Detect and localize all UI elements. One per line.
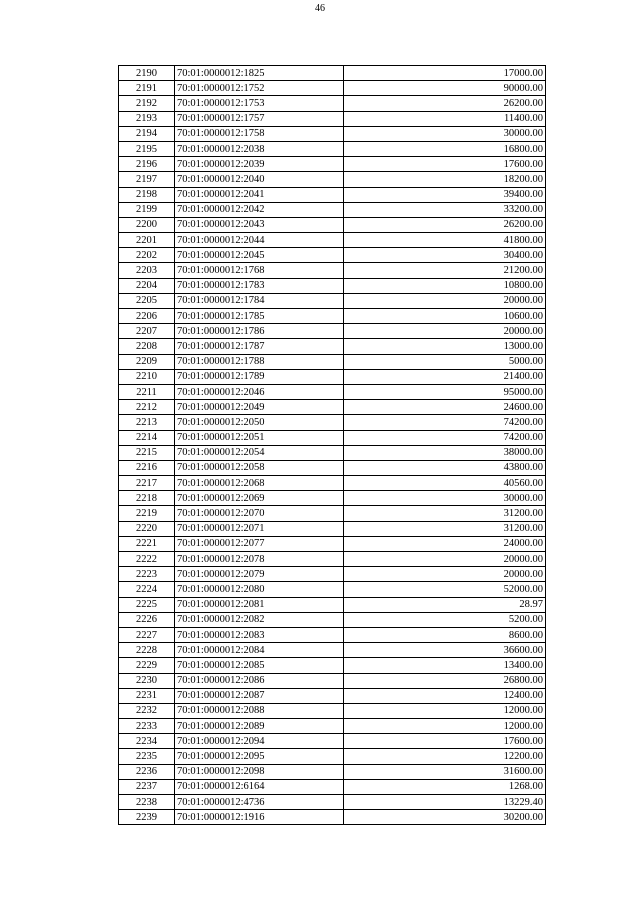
value-cell: 52000.00 — [344, 582, 546, 597]
cadastral-number-cell: 70:01:0000012:2049 — [175, 400, 344, 415]
row-number-cell: 2227 — [119, 627, 175, 642]
row-number-cell: 2211 — [119, 384, 175, 399]
cadastral-number-cell: 70:01:0000012:1787 — [175, 339, 344, 354]
value-cell: 20000.00 — [344, 293, 546, 308]
row-number-cell: 2212 — [119, 400, 175, 415]
row-number-cell: 2221 — [119, 536, 175, 551]
cadastral-number-cell: 70:01:0000012:2070 — [175, 506, 344, 521]
table-row — [119, 278, 546, 293]
value-cell: 8600.00 — [344, 627, 546, 642]
row-number-cell: 2196 — [119, 157, 175, 172]
value-cell: 12200.00 — [344, 749, 546, 764]
table-row — [119, 734, 546, 749]
row-number-cell: 2210 — [119, 369, 175, 384]
table-row — [119, 111, 546, 126]
cadastral-number-cell: 70:01:0000012:1788 — [175, 354, 344, 369]
row-number-cell: 2232 — [119, 703, 175, 718]
row-number-cell: 2230 — [119, 673, 175, 688]
value-cell: 26200.00 — [344, 96, 546, 111]
value-cell: 33200.00 — [344, 202, 546, 217]
row-number-cell: 2234 — [119, 734, 175, 749]
row-number-cell: 2209 — [119, 354, 175, 369]
table-row — [119, 263, 546, 278]
row-number-cell: 2235 — [119, 749, 175, 764]
value-cell: 30000.00 — [344, 126, 546, 141]
value-cell: 41800.00 — [344, 233, 546, 248]
table-row — [119, 491, 546, 506]
cadastral-number-cell: 70:01:0000012:2095 — [175, 749, 344, 764]
value-cell: 43800.00 — [344, 460, 546, 475]
row-number-cell: 2208 — [119, 339, 175, 354]
value-cell: 26800.00 — [344, 673, 546, 688]
table-row — [119, 597, 546, 612]
value-cell: 5200.00 — [344, 612, 546, 627]
value-cell: 20000.00 — [344, 552, 546, 567]
table-row — [119, 81, 546, 96]
row-number-cell: 2237 — [119, 779, 175, 794]
cadastral-number-cell: 70:01:0000012:2089 — [175, 719, 344, 734]
value-cell: 13229.40 — [344, 795, 546, 810]
cadastral-number-cell: 70:01:0000012:1752 — [175, 81, 344, 96]
cadastral-number-cell: 70:01:0000012:1785 — [175, 309, 344, 324]
table-row — [119, 126, 546, 141]
value-cell: 13400.00 — [344, 658, 546, 673]
table-row — [119, 658, 546, 673]
row-number-cell: 2194 — [119, 126, 175, 141]
table-row — [119, 688, 546, 703]
row-number-cell: 2222 — [119, 552, 175, 567]
table-row — [119, 552, 546, 567]
row-number-cell: 2190 — [119, 66, 175, 81]
cadastral-number-cell: 70:01:0000012:1789 — [175, 369, 344, 384]
value-cell: 74200.00 — [344, 415, 546, 430]
value-cell: 26200.00 — [344, 217, 546, 232]
value-cell: 30200.00 — [344, 810, 546, 825]
value-cell: 10800.00 — [344, 278, 546, 293]
cadastral-number-cell: 70:01:0000012:2058 — [175, 460, 344, 475]
value-cell: 18200.00 — [344, 172, 546, 187]
table-row — [119, 445, 546, 460]
table-row — [119, 400, 546, 415]
table-row — [119, 582, 546, 597]
cadastral-number-cell: 70:01:0000012:2083 — [175, 627, 344, 642]
cadastral-number-cell: 70:01:0000012:2080 — [175, 582, 344, 597]
cadastral-number-cell: 70:01:0000012:2051 — [175, 430, 344, 445]
value-cell: 13000.00 — [344, 339, 546, 354]
table-row — [119, 339, 546, 354]
cadastral-number-cell: 70:01:0000012:2088 — [175, 703, 344, 718]
table-row — [119, 536, 546, 551]
value-cell: 90000.00 — [344, 81, 546, 96]
cadastral-number-cell: 70:01:0000012:2078 — [175, 552, 344, 567]
cadastral-number-cell: 70:01:0000012:2084 — [175, 643, 344, 658]
value-cell: 17600.00 — [344, 157, 546, 172]
row-number-cell: 2214 — [119, 430, 175, 445]
value-cell: 24600.00 — [344, 400, 546, 415]
row-number-cell: 2202 — [119, 248, 175, 263]
row-number-cell: 2219 — [119, 506, 175, 521]
data-table — [118, 65, 546, 825]
cadastral-number-cell: 70:01:0000012:1784 — [175, 293, 344, 308]
value-cell: 28.97 — [344, 597, 546, 612]
table-row — [119, 141, 546, 156]
cadastral-number-cell: 70:01:0000012:2041 — [175, 187, 344, 202]
row-number-cell: 2217 — [119, 476, 175, 491]
cadastral-number-cell: 70:01:0000012:4736 — [175, 795, 344, 810]
table-row — [119, 703, 546, 718]
cadastral-number-cell: 70:01:0000012:2044 — [175, 233, 344, 248]
cadastral-number-cell: 70:01:0000012:1786 — [175, 324, 344, 339]
value-cell: 30400.00 — [344, 248, 546, 263]
value-cell: 31600.00 — [344, 764, 546, 779]
cadastral-number-cell: 70:01:0000012:1916 — [175, 810, 344, 825]
table-row — [119, 795, 546, 810]
cadastral-number-cell: 70:01:0000012:2069 — [175, 491, 344, 506]
table-row — [119, 643, 546, 658]
value-cell: 11400.00 — [344, 111, 546, 126]
table-row — [119, 567, 546, 582]
table-row — [119, 749, 546, 764]
value-cell: 39400.00 — [344, 187, 546, 202]
table-row — [119, 415, 546, 430]
cadastral-number-cell: 70:01:0000012:2086 — [175, 673, 344, 688]
cadastral-number-cell: 70:01:0000012:1783 — [175, 278, 344, 293]
cadastral-number-cell: 70:01:0000012:2077 — [175, 536, 344, 551]
row-number-cell: 2233 — [119, 719, 175, 734]
table-row — [119, 354, 546, 369]
table-row — [119, 369, 546, 384]
row-number-cell: 2238 — [119, 795, 175, 810]
value-cell: 20000.00 — [344, 567, 546, 582]
cadastral-number-cell: 70:01:0000012:1825 — [175, 66, 344, 81]
cadastral-number-cell: 70:01:0000012:2085 — [175, 658, 344, 673]
row-number-cell: 2195 — [119, 141, 175, 156]
row-number-cell: 2201 — [119, 233, 175, 248]
value-cell: 12400.00 — [344, 688, 546, 703]
table-row — [119, 66, 546, 81]
value-cell: 95000.00 — [344, 384, 546, 399]
value-cell: 30000.00 — [344, 491, 546, 506]
cadastral-number-cell: 70:01:0000012:1758 — [175, 126, 344, 141]
value-cell: 24000.00 — [344, 536, 546, 551]
table-row — [119, 430, 546, 445]
value-cell: 31200.00 — [344, 521, 546, 536]
table-row — [119, 612, 546, 627]
row-number-cell: 2199 — [119, 202, 175, 217]
cadastral-number-cell: 70:01:0000012:2042 — [175, 202, 344, 217]
row-number-cell: 2229 — [119, 658, 175, 673]
row-number-cell: 2203 — [119, 263, 175, 278]
cadastral-number-cell: 70:01:0000012:2094 — [175, 734, 344, 749]
table-row — [119, 476, 546, 491]
cadastral-number-cell: 70:01:0000012:2071 — [175, 521, 344, 536]
table-body — [119, 66, 546, 825]
table-row — [119, 779, 546, 794]
cadastral-number-cell: 70:01:0000012:2087 — [175, 688, 344, 703]
table-row — [119, 309, 546, 324]
cadastral-number-cell: 70:01:0000012:2043 — [175, 217, 344, 232]
cadastral-number-cell: 70:01:0000012:1753 — [175, 96, 344, 111]
cadastral-number-cell: 70:01:0000012:2046 — [175, 384, 344, 399]
row-number-cell: 2225 — [119, 597, 175, 612]
value-cell: 21200.00 — [344, 263, 546, 278]
value-cell: 74200.00 — [344, 430, 546, 445]
cadastral-number-cell: 70:01:0000012:1757 — [175, 111, 344, 126]
row-number-cell: 2204 — [119, 278, 175, 293]
row-number-cell: 2192 — [119, 96, 175, 111]
cadastral-number-cell: 70:01:0000012:2082 — [175, 612, 344, 627]
table-row — [119, 506, 546, 521]
row-number-cell: 2193 — [119, 111, 175, 126]
row-number-cell: 2218 — [119, 491, 175, 506]
row-number-cell: 2213 — [119, 415, 175, 430]
table-row — [119, 673, 546, 688]
table-row — [119, 460, 546, 475]
table-row — [119, 202, 546, 217]
table-row — [119, 810, 546, 825]
row-number-cell: 2224 — [119, 582, 175, 597]
table-row — [119, 719, 546, 734]
value-cell: 1268.00 — [344, 779, 546, 794]
table-row — [119, 172, 546, 187]
cadastral-number-cell: 70:01:0000012:2081 — [175, 597, 344, 612]
table-row — [119, 96, 546, 111]
cadastral-number-cell: 70:01:0000012:2038 — [175, 141, 344, 156]
table-row — [119, 248, 546, 263]
value-cell: 12000.00 — [344, 719, 546, 734]
table-row — [119, 764, 546, 779]
table-row — [119, 627, 546, 642]
cadastral-number-cell: 70:01:0000012:2054 — [175, 445, 344, 460]
table-row — [119, 233, 546, 248]
row-number-cell: 2215 — [119, 445, 175, 460]
value-cell: 17600.00 — [344, 734, 546, 749]
row-number-cell: 2198 — [119, 187, 175, 202]
cadastral-number-cell: 70:01:0000012:2079 — [175, 567, 344, 582]
value-cell: 36600.00 — [344, 643, 546, 658]
row-number-cell: 2197 — [119, 172, 175, 187]
table-row — [119, 521, 546, 536]
value-cell: 31200.00 — [344, 506, 546, 521]
value-cell: 17000.00 — [344, 66, 546, 81]
table-row — [119, 293, 546, 308]
row-number-cell: 2223 — [119, 567, 175, 582]
table-row — [119, 157, 546, 172]
row-number-cell: 2228 — [119, 643, 175, 658]
row-number-cell: 2191 — [119, 81, 175, 96]
row-number-cell: 2206 — [119, 309, 175, 324]
value-cell: 5000.00 — [344, 354, 546, 369]
cadastral-number-cell: 70:01:0000012:2039 — [175, 157, 344, 172]
value-cell: 38000.00 — [344, 445, 546, 460]
row-number-cell: 2205 — [119, 293, 175, 308]
value-cell: 16800.00 — [344, 141, 546, 156]
table-row — [119, 324, 546, 339]
cadastral-number-cell: 70:01:0000012:2098 — [175, 764, 344, 779]
cadastral-number-cell: 70:01:0000012:2068 — [175, 476, 344, 491]
value-cell: 21400.00 — [344, 369, 546, 384]
table-row — [119, 217, 546, 232]
row-number-cell: 2236 — [119, 764, 175, 779]
row-number-cell: 2200 — [119, 217, 175, 232]
page-number: 46 — [315, 3, 325, 14]
value-cell: 40560.00 — [344, 476, 546, 491]
value-cell: 12000.00 — [344, 703, 546, 718]
cadastral-number-cell: 70:01:0000012:2040 — [175, 172, 344, 187]
row-number-cell: 2220 — [119, 521, 175, 536]
row-number-cell: 2207 — [119, 324, 175, 339]
value-cell: 10600.00 — [344, 309, 546, 324]
row-number-cell: 2239 — [119, 810, 175, 825]
row-number-cell: 2231 — [119, 688, 175, 703]
row-number-cell: 2226 — [119, 612, 175, 627]
value-cell: 20000.00 — [344, 324, 546, 339]
cadastral-number-cell: 70:01:0000012:2050 — [175, 415, 344, 430]
row-number-cell: 2216 — [119, 460, 175, 475]
cadastral-number-cell: 70:01:0000012:1768 — [175, 263, 344, 278]
cadastral-number-cell: 70:01:0000012:2045 — [175, 248, 344, 263]
table-row — [119, 187, 546, 202]
cadastral-number-cell: 70:01:0000012:6164 — [175, 779, 344, 794]
table-row — [119, 384, 546, 399]
